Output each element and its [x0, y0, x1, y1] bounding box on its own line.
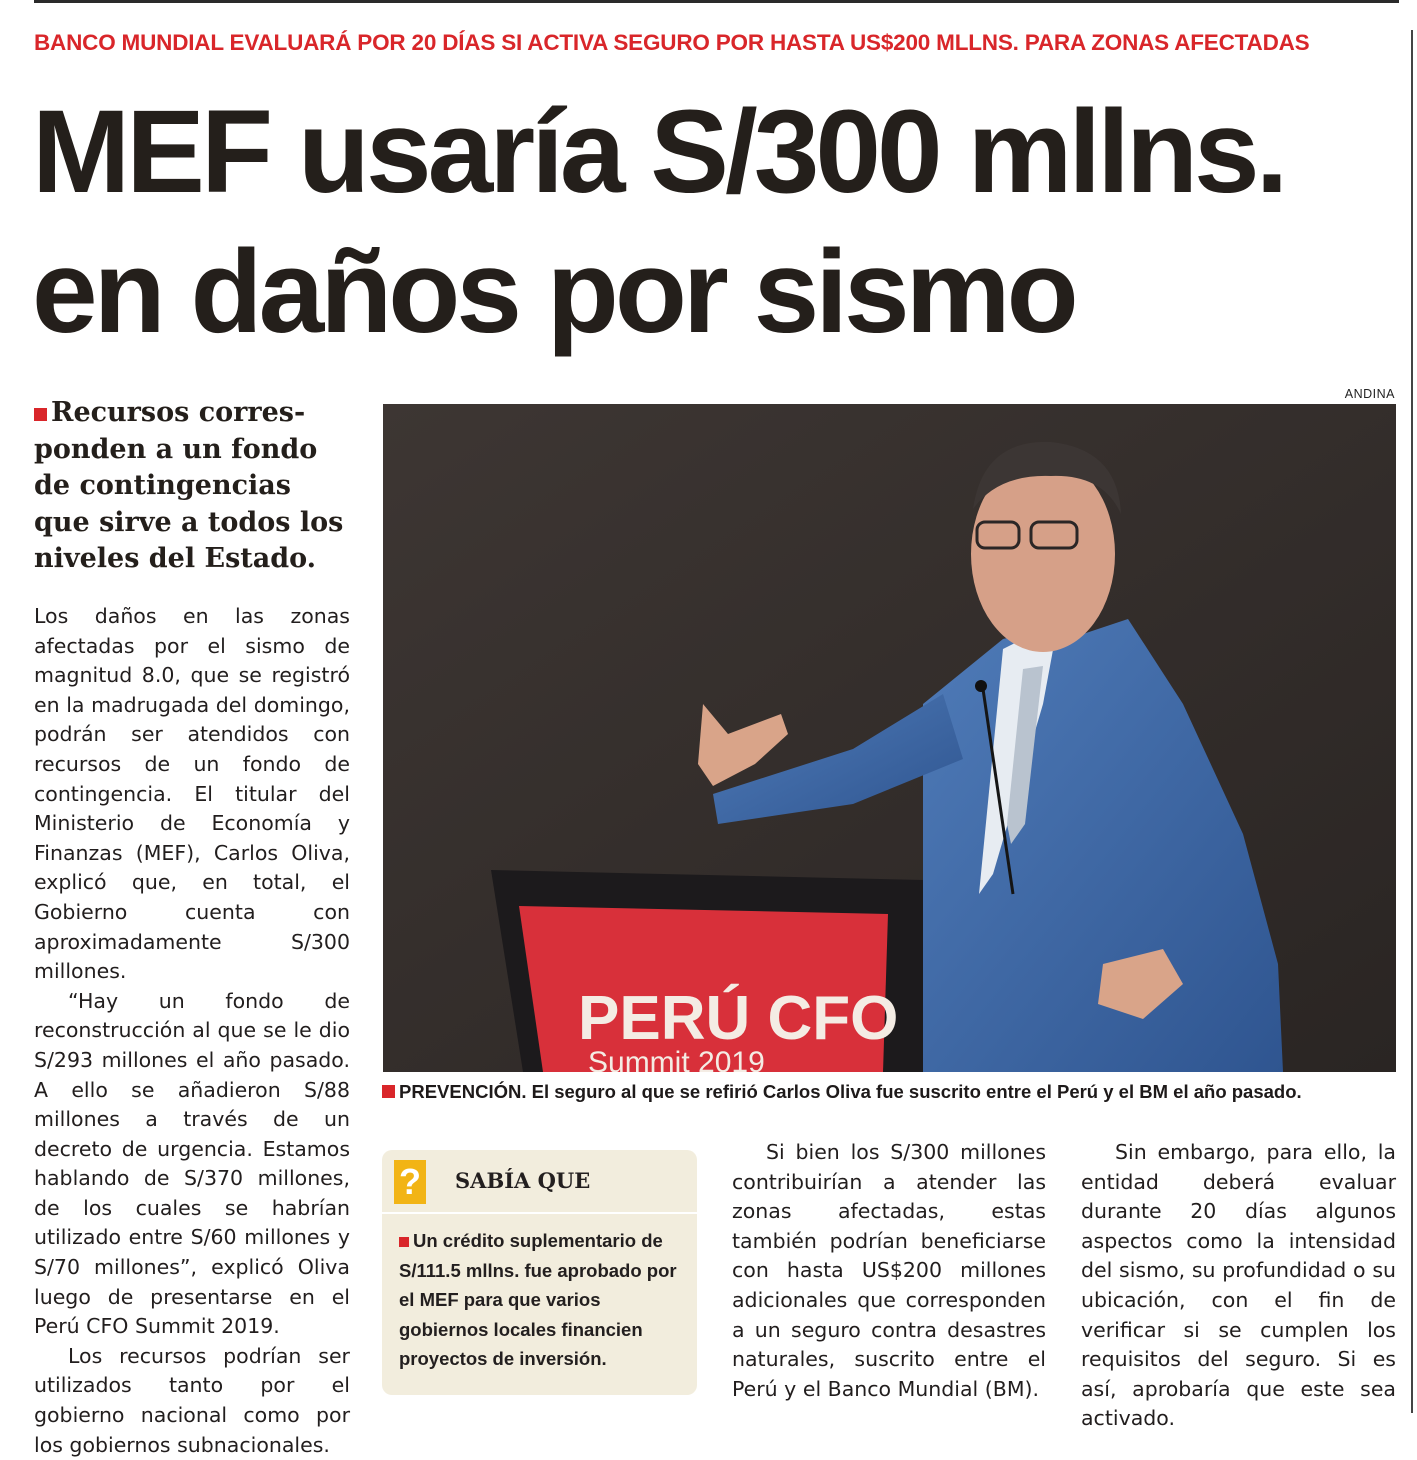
deck-line: niveles del Estado.	[34, 543, 317, 574]
sidebar-lead: Un crédito	[413, 1230, 505, 1251]
body-paragraph: Si bien los S/300 millones contribuirían a atender las zonas afectadas, estas también podrían beneficiarse con hasta US$200 millones adicionales que corresponden a un seguro contra desastres naturales, suscrito entre el Perú y el Banco Mundial (BM).	[732, 1140, 1046, 1401]
sidebar-title: SABÍA QUE	[455, 1168, 591, 1193]
body-column-3	[732, 1138, 1046, 1404]
photo-caption	[382, 1081, 1397, 1103]
speaker-illustration	[383, 404, 1396, 1072]
right-rule	[1411, 30, 1413, 1413]
podium-logo-text: PERÚ CFO	[578, 984, 899, 1053]
sidebar-header	[382, 1150, 697, 1212]
sidebar-divider	[382, 1212, 697, 1214]
deck-line: de contingencias	[34, 470, 291, 501]
question-mark-icon: ?	[394, 1160, 426, 1204]
body-paragraph: Sin embargo, para ello, la entidad deberá evaluar durante 20 días algunos aspectos como la intensidad del sismo, su profundidad o su ubicación, con el fin de verificar si se cumplen los requisitos del seguro. Si es así, aprobaría que este sea activado.	[1081, 1140, 1396, 1431]
photo-credit: ANDINA	[1344, 387, 1395, 401]
body-paragraph: Los recursos podrían ser utilizados tanto por el gobierno nacional como por los gobiernos subnacionales.	[34, 1343, 350, 1457]
body-column-1	[34, 602, 350, 1460]
podium-logo-subtext: Summit 2019	[588, 1046, 765, 1072]
deck	[34, 395, 364, 578]
body-column-4	[1081, 1138, 1396, 1434]
headline	[32, 82, 1402, 362]
headline-line-1: MEF usaría S/300 mllns.	[32, 86, 1285, 218]
headline-line-2: en daños por sismo	[32, 226, 1075, 358]
deck-line: Recursos corres-	[34, 395, 364, 432]
deck-line: que sirve a todos los	[34, 506, 344, 538]
sabia-que-box	[382, 1150, 697, 1395]
caption-text: El seguro al que se refirió Carlos Oliva fue suscrito entre el Perú y el BM el año pasado.	[526, 1081, 1302, 1102]
body-paragraph: “Hay un fondo de reconstrucción al que se le dio S/293 millones el año pasado. A ello se añadieron S/88 millones a través de un decreto de urgencia. Estamos hablando de S/370 millones, de los cuales se habrían utilizado entre S/60 millones y S/70 millones”, explicó Oliva luego de presentarse en el Perú CFO Summit 2019.	[34, 988, 350, 1339]
deck-line: ponden a un fondo	[34, 433, 318, 465]
news-photo	[383, 404, 1396, 1072]
bullet-icon	[34, 408, 47, 421]
bullet-icon	[382, 1085, 395, 1098]
sidebar-text	[399, 1226, 684, 1374]
body-paragraph: Los daños en las zonas afectadas por el sismo de magnitud 8.0, que se registró en la madrugada del domingo, podrán ser atendidos con recursos de un fondo de contingencia. El titular del Ministerio de Economía y Finanzas (MEF), Carlos Oliva, explicó que, en total, el Gobierno cuenta con aproximadamente S/300 millones.	[34, 604, 350, 984]
bullet-icon	[399, 1237, 409, 1247]
top-rule	[34, 0, 1399, 3]
caption-lead: PREVENCIÓN.	[399, 1081, 527, 1102]
sidebar-body: suplementario de S/111.5 mllns. fue aprobado por el MEF para que varios gobiernos locales financien proyectos de inversión.	[399, 1230, 677, 1370]
kicker: BANCO MUNDIAL EVALUARÁ POR 20 DÍAS SI ACTIVA SEGURO POR HASTA US$200 MLLNS. PARA ZONAS AFECTADAS	[34, 30, 1310, 55]
